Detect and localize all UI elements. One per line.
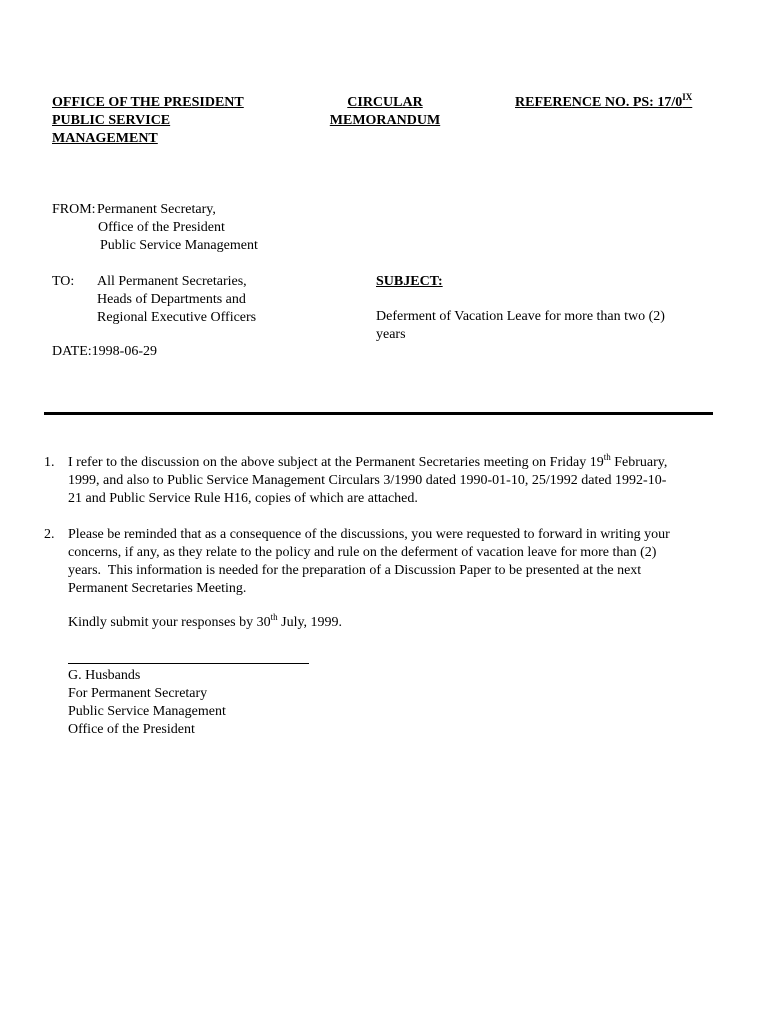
date-value: 1998-06-29	[91, 344, 157, 359]
paragraph-2-line-3: years. This information is needed for the preparation of a Discussion Paper to be presented at the next	[68, 563, 642, 578]
signatory-title-2: Public Service Management	[68, 704, 226, 719]
to-label: TO:	[52, 274, 75, 289]
memo-type-line-2: MEMORANDUM	[329, 113, 441, 128]
to-line-1: All Permanent Secretaries,	[97, 274, 247, 289]
closing-superscript: th	[270, 612, 278, 622]
to-line-3: Regional Executive Officers	[97, 310, 257, 325]
paragraph-2-line-4: Permanent Secretaries Meeting.	[68, 581, 247, 596]
from-line-2: Office of the President	[98, 220, 225, 235]
memo-type-heading	[318, 94, 452, 130]
closing-text-end: July, 1999.	[277, 615, 343, 630]
subject-line-1: Deferment of Vacation Leave for more than two (2)	[376, 309, 665, 324]
signature-line	[68, 663, 309, 664]
reference-number	[515, 94, 692, 112]
to-block	[97, 273, 256, 327]
signatory-title-3: Office of the President	[68, 722, 195, 737]
paragraph-1-number: 1.	[44, 455, 55, 470]
paragraph-1-line-1	[68, 454, 720, 472]
paragraph-1-line-2: 1999, and also to Public Service Management Circulars 3/1990 dated 1990-01-10, 25/1992 dated 1992-10-	[68, 473, 667, 488]
office-line-1: OFFICE OF THE PRESIDENT	[52, 95, 244, 110]
from-block	[97, 201, 258, 255]
office-line-3: MANAGEMENT	[52, 131, 158, 146]
paragraph-2-line-2: concerns, if any, as they relate to the policy and rule on the deferment of vacation leave for more than (2)	[68, 545, 657, 560]
subject-block	[376, 308, 665, 344]
date-line	[52, 343, 157, 361]
paragraph-2-number: 2.	[44, 527, 55, 542]
paragraph-1-superscript: th	[603, 452, 611, 462]
closing-text: Kindly submit your responses by 30	[68, 615, 271, 630]
office-heading	[52, 94, 244, 148]
to-line-2: Heads of Departments and	[97, 292, 246, 307]
reference-superscript: IX	[682, 92, 693, 102]
signatory-title-1: For Permanent Secretary	[68, 686, 208, 701]
subject-line-2: years	[376, 327, 406, 342]
signature-block	[68, 667, 226, 739]
closing-request	[68, 614, 342, 632]
header-divider	[44, 412, 713, 415]
memo-type-line-1: CIRCULAR	[347, 95, 423, 110]
office-line-2: PUBLIC SERVICE	[52, 113, 171, 128]
subject-label: SUBJECT:	[376, 274, 443, 289]
signatory-name: G. Husbands	[68, 668, 141, 683]
from-label: FROM:	[52, 202, 96, 217]
paragraph-1-line-3: 21 and Public Service Rule H16, copies of which are attached.	[68, 491, 418, 506]
reference-text: REFERENCE NO. PS: 17/0	[515, 95, 683, 110]
paragraph-2-line-1: Please be reminded that as a consequence of the discussions, you were requested to forward in writing your	[68, 527, 670, 542]
paragraph-1-line-1-end: February,	[610, 455, 668, 470]
from-line-3: Public Service Management	[100, 238, 258, 253]
date-label: DATE:	[52, 344, 92, 359]
from-line-1: Permanent Secretary,	[97, 202, 216, 217]
paragraph-1-line-1-text: I refer to the discussion on the above subject at the Permanent Secretaries meeting on Friday 19	[68, 455, 604, 470]
